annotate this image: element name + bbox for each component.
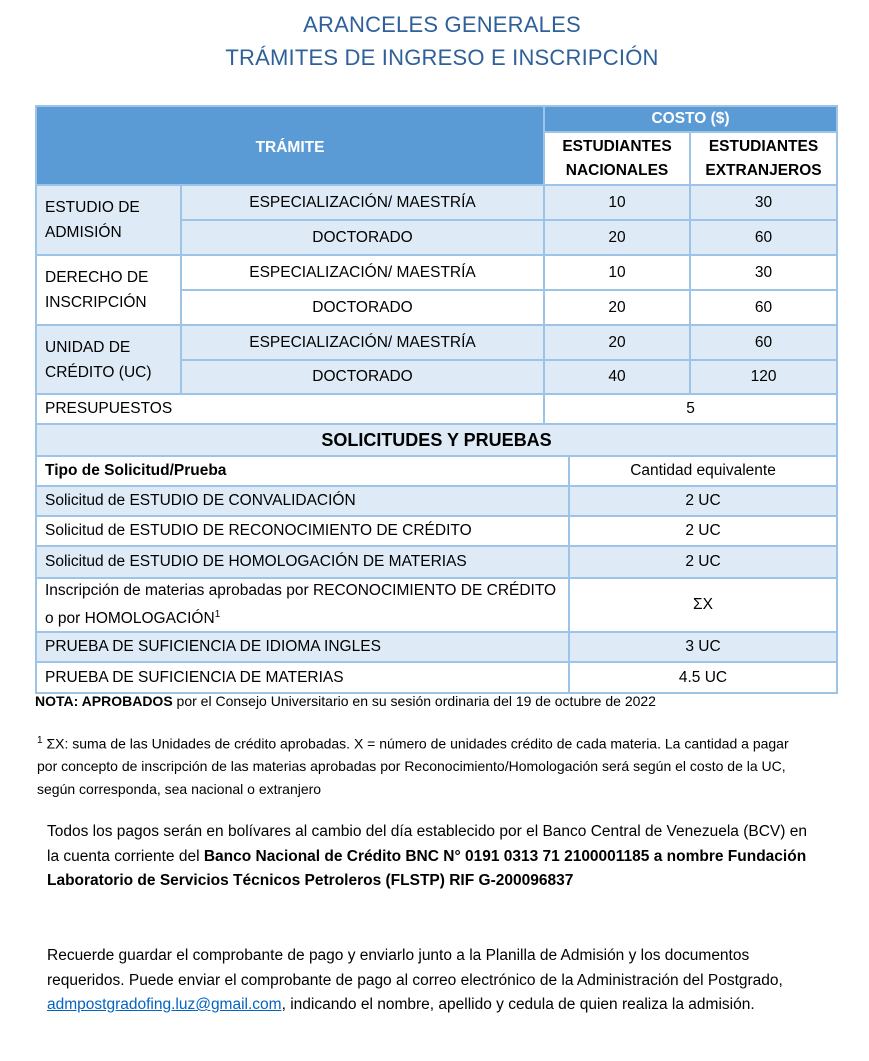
cost-nacional: 20 xyxy=(544,290,690,325)
presupuestos-label: PRESUPUESTOS xyxy=(36,394,544,424)
header-nacionales: ESTUDIANTES NACIONALES xyxy=(544,132,690,185)
cost-nacional: 10 xyxy=(544,255,690,290)
request-value: 2 UC xyxy=(569,546,837,578)
request-label: PRUEBA DE SUFICIENCIA DE MATERIAS xyxy=(36,662,569,693)
title-line-2: TRÁMITES DE INGRESO E INSCRIPCIÓN xyxy=(225,45,659,70)
header-costo: COSTO ($) xyxy=(544,106,837,132)
table-row xyxy=(36,325,837,360)
requests-title: SOLICITUDES Y PRUEBAS xyxy=(36,424,837,456)
group-name: UNIDAD DE CRÉDITO (UC) xyxy=(36,325,181,394)
header-tipo: Tipo de Solicitud/Prueba xyxy=(36,456,569,486)
cost-extranjero: 60 xyxy=(690,325,837,360)
reminder-paragraph xyxy=(47,944,807,1018)
level: ESPECIALIZACIÓN/ MAESTRÍA xyxy=(181,185,544,220)
group-name: DERECHO DE INSCRIPCIÓN xyxy=(36,255,181,325)
group-name: ESTUDIO DE ADMISIÓN xyxy=(36,185,181,255)
cost-nacional: 40 xyxy=(544,360,690,394)
footnote-text: ΣX: suma de las Unidades de crédito aprobadas. X = número de unidades crédito de cada materia. La cantidad a pagar por concepto de inscripción de las materias aprobadas por Reconocimiento/Homologación será según el costo de la UC, según corresponda, sea nacional o extranjero xyxy=(37,735,789,797)
reminder-text-end: , indicando el nombre, apellido y cedula de quien realiza la admisión. xyxy=(281,996,755,1013)
request-value: 2 UC xyxy=(569,486,837,516)
nota-bold: NOTA: APROBADOS xyxy=(35,693,173,709)
cost-extranjero: 30 xyxy=(690,185,837,220)
cost-nacional: 10 xyxy=(544,185,690,220)
nota xyxy=(35,689,855,714)
footnote xyxy=(37,730,807,800)
title-line-1: ARANCELES GENERALES xyxy=(303,12,581,37)
cost-extranjero: 120 xyxy=(690,360,837,394)
level: DOCTORADO xyxy=(181,290,544,325)
request-label: Solicitud de ESTUDIO DE HOMOLOGACIÓN DE MATERIAS xyxy=(36,546,569,578)
nota-text: por el Consejo Universitario en su sesión ordinaria del 19 de octubre de 2022 xyxy=(172,693,656,709)
table-row xyxy=(36,486,837,516)
payment-text: Todos los pagos serán en bolívares al cambio del día establecido por el Banco Central de Venezuela (BCV) en la cuenta corriente del xyxy=(47,823,807,865)
table-row xyxy=(36,546,837,578)
header-tramite: TRÁMITE xyxy=(36,106,544,185)
requests-table xyxy=(35,423,838,694)
request-label: Solicitud de ESTUDIO DE CONVALIDACIÓN xyxy=(36,486,569,516)
level: ESPECIALIZACIÓN/ MAESTRÍA xyxy=(181,255,544,290)
reminder-text: Recuerde guardar el comprobante de pago y enviarlo junto a la Planilla de Admisión y los documentos requeridos. Puede enviar el comprobante de pago al correo electrónico de la Administración del Postgrado, xyxy=(47,947,783,989)
table-row xyxy=(36,578,837,632)
table-row xyxy=(36,632,837,662)
fees-table xyxy=(35,105,838,425)
table-row xyxy=(36,516,837,546)
table-row xyxy=(36,255,837,290)
email-link[interactable]: admpostgradofing.luz@gmail.com xyxy=(47,996,282,1013)
cost-nacional: 20 xyxy=(544,325,690,360)
request-label: Solicitud de ESTUDIO DE RECONOCIMIENTO DE CRÉDITO xyxy=(36,516,569,546)
cost-nacional: 20 xyxy=(544,220,690,255)
footnote-ref: 1 xyxy=(214,609,221,620)
request-value: 3 UC xyxy=(569,632,837,662)
level: DOCTORADO xyxy=(181,360,544,394)
footnote-mark: 1 xyxy=(37,735,43,746)
header-extranjeros: ESTUDIANTES EXTRANJEROS xyxy=(690,132,837,185)
request-label: Inscripción de materias aprobadas por RECONOCIMIENTO DE CRÉDITO o por HOMOLOGACIÓN xyxy=(45,582,557,628)
header-cantidad: Cantidad equivalente xyxy=(569,456,837,486)
cost-extranjero: 60 xyxy=(690,290,837,325)
payment-paragraph xyxy=(47,820,807,894)
bank-account: Banco Nacional de Crédito BNC N° 0191 0313 71 2100001185 a nombre Fundación Laboratorio de Servicios Técnicos Petroleros (FLSTP) RIF G-200096837 xyxy=(47,847,807,889)
presupuestos-value: 5 xyxy=(544,394,837,424)
request-value: 4.5 UC xyxy=(569,662,837,693)
cost-extranjero: 30 xyxy=(690,255,837,290)
table-row xyxy=(36,185,837,220)
request-label: PRUEBA DE SUFICIENCIA DE IDIOMA INGLES xyxy=(36,632,569,662)
cost-extranjero: 60 xyxy=(690,220,837,255)
request-value: ΣX xyxy=(569,578,837,632)
request-value: 2 UC xyxy=(569,516,837,546)
level: DOCTORADO xyxy=(181,220,544,255)
table-row xyxy=(36,394,837,424)
level: ESPECIALIZACIÓN/ MAESTRÍA xyxy=(181,325,544,360)
